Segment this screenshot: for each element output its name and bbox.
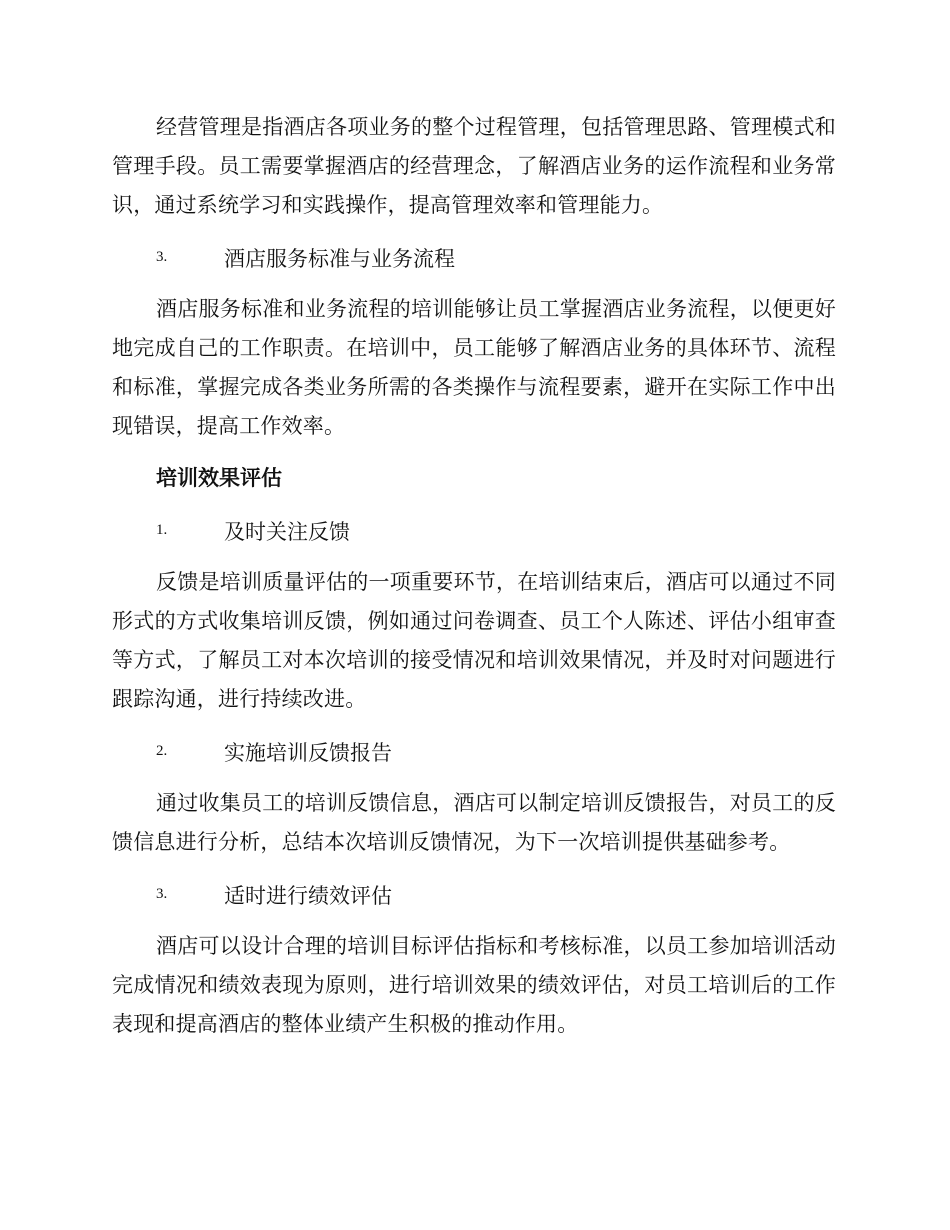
paragraph-management: 经营管理是指酒店各项业务的整个过程管理，包括管理思路、管理模式和管理手段。员工需要掌握酒店的经营理念，了解酒店业务的运作流程和业务常识，通过系统学习和实践操作，提高管理效率和管理能力。 <box>112 115 836 217</box>
list-item-service-standards <box>112 238 836 277</box>
list-item-title: 适时进行绩效评估 <box>224 883 392 908</box>
paragraph-feedback-report: 通过收集员工的培训反馈信息，酒店可以制定培训反馈报告，对员工的反馈信息进行分析，总结本次培训反馈情况，为下一次培训提供基础参考。 <box>112 791 836 854</box>
list-number: 3. <box>156 886 168 902</box>
paragraph-performance-evaluation: 酒店可以设计合理的培训目标评估指标和考核标准，以员工参加培训活动完成情况和绩效表现为原则，进行培训效果的绩效评估，对员工培训后的工作表现和提高酒店的整体业绩产生积极的推动作用。 <box>112 934 836 1036</box>
list-item-title: 酒店服务标准与业务流程 <box>224 246 455 271</box>
list-number: 3. <box>156 249 168 265</box>
list-item-performance-evaluation <box>112 875 836 914</box>
document-page <box>112 108 836 1057</box>
section-heading: 培训效果评估 <box>156 466 282 490</box>
list-item-feedback-report <box>112 732 836 771</box>
list-item-title: 实施培训反馈报告 <box>224 740 392 765</box>
list-number: 1. <box>156 522 168 538</box>
list-item-title: 及时关注反馈 <box>224 519 350 544</box>
paragraph-service-standards: 酒店服务标准和业务流程的培训能够让员工掌握酒店业务流程，以便更好地完成自己的工作职责。在培训中，员工能够了解酒店业务的具体环节、流程和标准，掌握完成各类业务所需的各类操作与流程要素，避开在实际工作中出现错误，提高工作效率。 <box>112 297 836 438</box>
list-item-feedback <box>112 511 836 550</box>
list-number: 2. <box>156 743 168 759</box>
paragraph-feedback: 反馈是培训质量评估的一项重要环节，在培训结束后，酒店可以通过不同形式的方式收集培训反馈，例如通过问卷调查、员工个人陈述、评估小组审查等方式，了解员工对本次培训的接受情况和培训效果情况，并及时对问题进行跟踪沟通，进行持续改进。 <box>112 570 836 711</box>
